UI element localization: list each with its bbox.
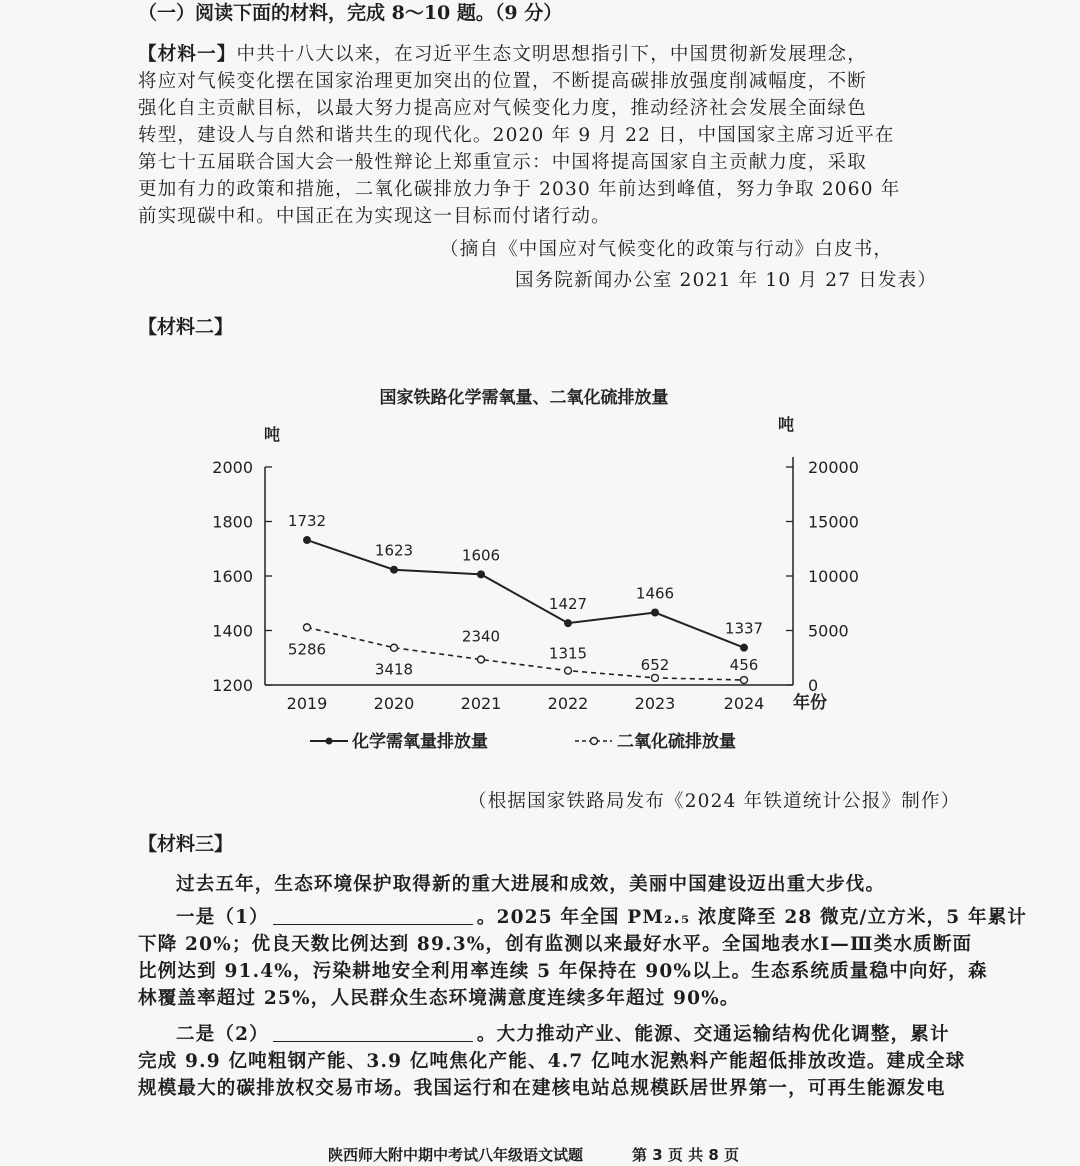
item-2-prefix: 二是（2） xyxy=(176,1024,269,1045)
so2-data-label: 1315 xyxy=(548,644,588,663)
so2-data-label: 5286 xyxy=(287,640,327,659)
footer-exam-title: 陕西师大附中期中考试八年级语文试题 xyxy=(328,1146,584,1164)
material-3-line: 比例达到 91.4%，污染耕地安全利用率连续 5 年保持在 90%以上。生态系统质量稳中向好，森 xyxy=(138,961,988,982)
item-1-prefix: 一是（1） xyxy=(176,907,269,928)
so2-data-label: 2340 xyxy=(461,627,501,646)
footer-page-info: 第 3 页 共 8 页 xyxy=(632,1146,739,1164)
material-1-line: 将应对气候变化摆在国家治理更加突出的位置，不断提高碳排放强度削减幅度，不断 xyxy=(138,71,867,92)
left-tick-label: 2000 xyxy=(212,458,253,477)
cod-data-label: 1427 xyxy=(548,595,588,614)
material-1-text: 中共十八大以来，在习近平生态文明思想指引下，中国贯彻新发展理念， xyxy=(236,44,867,65)
so2-point xyxy=(478,656,485,663)
material-1-label: 【材料一】 xyxy=(138,44,237,65)
cod-point xyxy=(651,609,659,617)
cod-data-label: 1337 xyxy=(724,619,764,638)
material-1-line: 前实现碳中和。中国正在为实现这一目标而付诸行动。 xyxy=(138,206,611,227)
so2-point xyxy=(741,677,748,684)
material-1-line: 强化自主贡献目标，以最大努力提高应对气候变化力度，推动经济社会发展全面绿色 xyxy=(138,98,867,119)
right-tick-label: 5000 xyxy=(808,621,849,641)
x-tick-label: 2024 xyxy=(723,694,765,713)
material-3-line: 林覆盖率超过 25%，人民群众生态环境满意度连续多年超过 90%。 xyxy=(138,988,740,1009)
so2-point xyxy=(565,667,572,674)
right-tick-label: 10000 xyxy=(808,567,859,586)
material-1-line: 第七十五届联合国大会一般性辩论上郑重宣示：中国将提高国家自主贡献力度，采取 xyxy=(138,152,867,173)
so2-point xyxy=(391,644,398,651)
chart-legend xyxy=(310,731,736,752)
chart-title: 国家铁路化学需氧量、二氧化硫排放量 xyxy=(379,388,669,408)
cod-data-label: 1606 xyxy=(461,546,501,565)
x-tick-label: 2023 xyxy=(634,694,676,713)
so2-point xyxy=(304,624,311,631)
material-1-line: 更加有力的政策和措施，二氧化碳排放力争于 2030 年前达到峰值，努力争取 2060 年 xyxy=(138,179,901,200)
answer-blank-2[interactable] xyxy=(273,1023,473,1042)
x-tick-label: 2020 xyxy=(373,694,415,713)
cod-data-label: 1623 xyxy=(374,541,414,560)
so2-data-label: 652 xyxy=(640,655,670,674)
left-tick-label: 1400 xyxy=(212,621,253,641)
material-3-line: 规模最大的碳排放权交易市场。我国运行和在建核电站总规模跃居世界第一，可再生能源发电 xyxy=(138,1078,946,1099)
so2-data-label: 456 xyxy=(729,656,759,675)
right-tick-label: 15000 xyxy=(808,512,859,532)
cod-point xyxy=(303,536,311,544)
so2-point xyxy=(652,674,659,681)
cod-point xyxy=(564,619,572,627)
x-tick-label: 2021 xyxy=(460,694,502,713)
legend-series-so2: 二氧化硫排放量 xyxy=(617,732,736,752)
material-3-item-1 xyxy=(176,903,1027,929)
legend-series-cod: 化学需氧量排放量 xyxy=(352,732,488,752)
material-1-line: 转型，建设人与自然和谐共生的现代化。2020 年 9 月 22 日，中国国家主席习近平在 xyxy=(138,125,895,146)
material-3-intro: 过去五年，生态环境保护取得新的重大进展和成效，美丽中国建设迈出重大步伐。 xyxy=(176,874,886,895)
left-tick-label: 1800 xyxy=(212,512,253,532)
x-tick-label: 2019 xyxy=(286,694,328,713)
x-axis-label: 年份 xyxy=(793,693,827,713)
cod-data-label: 1732 xyxy=(287,512,327,531)
right-tick-label: 20000 xyxy=(808,458,859,477)
series-line-cod xyxy=(307,540,744,648)
so2-data-label: 3418 xyxy=(374,660,414,679)
material-1-line xyxy=(138,40,867,66)
left-tick-label: 1600 xyxy=(212,567,253,586)
x-tick-label: 2022 xyxy=(547,694,589,713)
material-1-source: （摘自《中国应对气候变化的政策与行动》白皮书， xyxy=(440,239,894,260)
material-2-source: （根据国家铁路局发布《2024 年铁道统计公报》制作） xyxy=(468,791,961,812)
series-line-so2 xyxy=(307,627,744,680)
material-3-line: 完成 9.9 亿吨粗钢产能、3.9 亿吨焦化产能、4.7 亿吨水泥熟料产能超低排放改造。建成全球 xyxy=(138,1051,966,1072)
cod-point xyxy=(390,566,398,574)
material-3-label: 【材料三】 xyxy=(138,833,234,855)
material-1-source: 国务院新闻办公室 2021 年 10 月 27 日发表） xyxy=(515,270,938,291)
material-2-label: 【材料二】 xyxy=(138,316,234,338)
right-axis-unit: 吨 xyxy=(777,415,795,434)
left-tick-label: 1200 xyxy=(212,676,253,695)
cod-point xyxy=(740,644,748,652)
material-3-line: 下降 20%；优良天数比例达到 89.3%，创有监测以来最好水平。全国地表水Ⅰ—Ⅲ类水质断面 xyxy=(138,934,973,955)
section-heading: （一）阅读下面的材料，完成 8～10 题。（9 分） xyxy=(138,2,563,24)
left-axis-unit: 吨 xyxy=(263,425,281,444)
material-3-item-2 xyxy=(176,1020,950,1046)
right-tick-label: 0 xyxy=(808,676,819,695)
item-2-rest: 。大力推动产业、能源、交通运输结构优化调整，累计 xyxy=(476,1024,950,1045)
line-chart xyxy=(0,370,1080,770)
cod-point xyxy=(477,570,485,578)
item-1-rest: 。2025 年全国 PM₂.₅ 浓度降至 28 微克/立方米，5 年累计 xyxy=(476,907,1028,928)
cod-data-label: 1466 xyxy=(635,584,675,603)
answer-blank-1[interactable] xyxy=(273,906,473,925)
